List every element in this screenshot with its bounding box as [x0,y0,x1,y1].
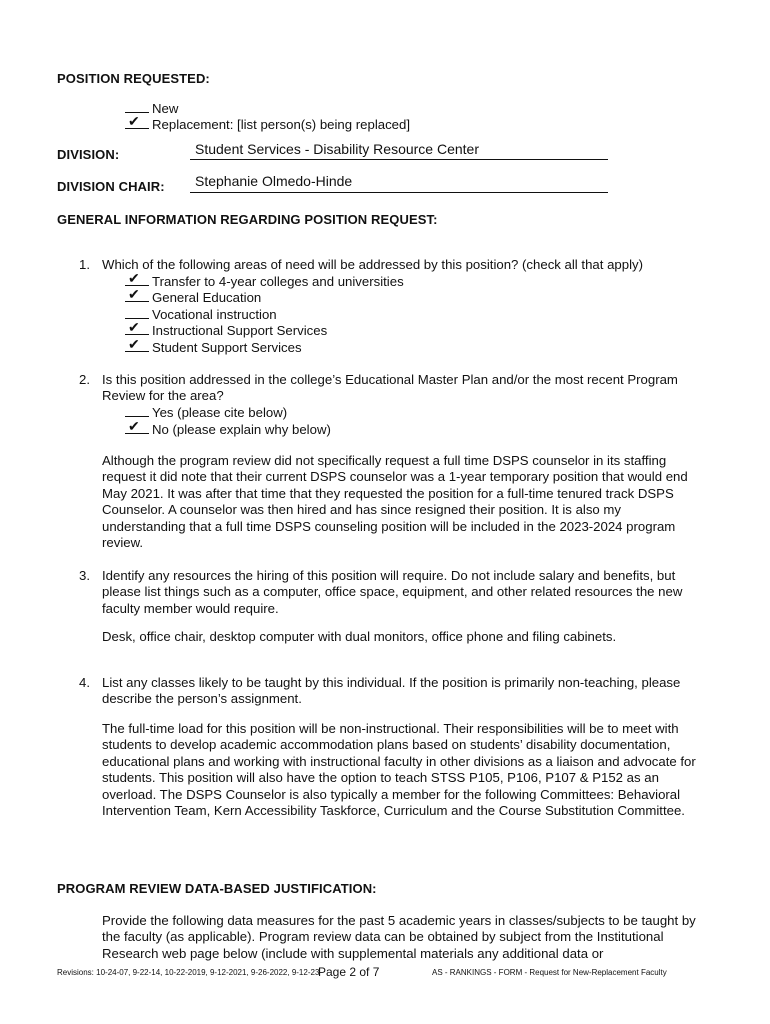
q1-instructional-support-label: Instructional Support Services [152,323,328,338]
division-chair-value[interactable]: Stephanie Olmedo-Hinde [195,173,353,189]
check-icon: ✔ [128,319,140,335]
position-replacement-label: Replacement: [list person(s) being replaced] [152,117,411,132]
q1-general-education-checkbox[interactable] [125,286,149,302]
q2-option-yes[interactable] [125,404,287,420]
q2-yes-checkbox[interactable] [125,404,149,417]
q1-general-education-label: General Education [152,290,262,305]
general-info-heading: GENERAL INFORMATION REGARDING POSITION REQUEST: [57,212,438,227]
q1-transfer-label: Transfer to 4-year colleges and universities [152,274,404,289]
division-chair-underline [190,192,608,193]
division-chair-label: DIVISION CHAIR: [57,179,165,194]
q3-number: 3. [79,568,90,583]
check-icon: ✔ [128,270,140,286]
program-review-heading: PROGRAM REVIEW DATA-BASED JUSTIFICATION: [57,881,377,896]
q2-yes-label: Yes (please cite below) [152,405,288,420]
q4-question: List any classes likely to be taught by this individual. If the position is primarily non-teaching, please describe the person’s assignment. [102,675,681,707]
q2-answer[interactable]: Although the program review did not specifically request a full time DSPS counselor in its staffing request it did note that their current DSPS counselor was a 1-year temporary position that would end May 2021. It was after that time that they requested the position for a full-time tenured track DSPS Counselor. A counselor was then hired and has since resigned their position. It is also my understanding that a full time DSPS counseling position will be included in the 2023-2024 program review. [102,453,688,551]
q1-number: 1. [79,257,90,272]
position-new-label: New [152,101,179,116]
position-requested-heading: POSITION REQUESTED: [57,71,210,86]
q2-number: 2. [79,372,90,387]
position-replacement-option[interactable] [125,113,411,132]
q4-number: 4. [79,675,90,690]
q1-option-instructional-support[interactable] [125,319,328,338]
check-icon: ✔ [128,113,140,129]
q1-student-support-label: Student Support Services [152,340,302,355]
q3-question: Identify any resources the hiring of this position will require. Do not include salary and benefits, but please list things such as a computer, office space, equipment, and other related resources the new faculty member would require. [102,568,683,616]
q2-no-label: No (please explain why below) [152,422,331,437]
q1-question: Which of the following areas of need will be addressed by this position? (check all that apply) [102,257,643,272]
q1-option-vocational[interactable] [125,306,277,322]
position-new-checkbox[interactable] [125,100,149,113]
q3-answer[interactable]: Desk, office chair, desktop computer with dual monitors, office phone and filing cabinets. [102,629,617,644]
q2-question: Is this position addressed in the college’s Educational Master Plan and/or the most recent Program Review for the area? [102,372,678,404]
check-icon: ✔ [128,336,140,352]
division-value[interactable]: Student Services - Disability Resource Center [195,141,480,157]
q1-option-transfer[interactable] [125,270,404,289]
q1-vocational-checkbox[interactable] [125,306,149,319]
q1-vocational-label: Vocational instruction [152,307,277,322]
check-icon: ✔ [128,286,140,302]
check-icon: ✔ [128,418,140,434]
q1-student-support-checkbox[interactable] [125,336,149,352]
q1-option-student-support[interactable] [125,336,302,355]
q1-instructional-support-checkbox[interactable] [125,319,149,335]
footer-revisions: Revisions: 10-24-07, 9-22-14, 10-22-2019, 9-12-2021, 9-26-2022, 9-12-23 [57,968,320,977]
division-underline [190,159,608,160]
program-review-text: Provide the following data measures for the past 5 academic years in classes/subjects to be taught by the faculty (as applicable). Program review data can be obtained by subject from the Institutional Research web page below (include with supplemental materials any additional data or [102,913,696,961]
q1-option-general-education[interactable] [125,286,262,305]
footer-page-number: Page 2 of 7 [318,965,380,979]
q1-transfer-checkbox[interactable] [125,270,149,286]
q2-option-no[interactable] [125,418,331,437]
q4-answer[interactable]: The full-time load for this position will be non-instructional. Their responsibilities will be to meet with students to develop academic accommodation plans based on students’ disability documentation, educational plans and working with instructional faculty in other divisions as a liaison and advocate for students. This position will also have the option to teach STSS P105, P106, P107 & P152 as an overload. The DSPS Counselor is also typically a member for the following Committees: Behavioral Intervention Team, Kern Accessibility Taskforce, Curriculum and the Course Substitution Committee. [102,721,696,819]
footer-form-name: AS - RANKINGS - FORM - Request for New-Replacement Faculty [432,968,667,977]
division-label: DIVISION: [57,147,120,162]
position-replacement-checkbox[interactable] [125,113,149,129]
q2-no-checkbox[interactable] [125,418,149,434]
